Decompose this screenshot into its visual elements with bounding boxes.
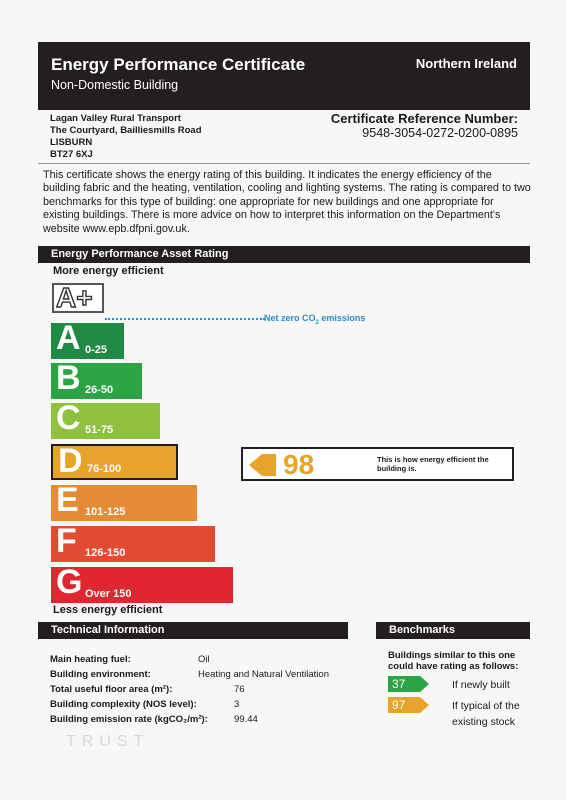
band-letter: E xyxy=(56,481,79,519)
certificate-subtitle: Non-Domestic Building xyxy=(51,78,179,92)
benchmark-label: If typical of the existing stock xyxy=(452,700,520,728)
benchmark-label: If newly built xyxy=(452,679,510,691)
band-range: 0-25 xyxy=(85,344,108,356)
rating-arrow-tail xyxy=(262,454,276,476)
band-letter: C xyxy=(56,399,81,437)
technical-label: Main heating fuel: xyxy=(50,654,131,665)
band-d xyxy=(51,444,178,480)
band-e xyxy=(51,481,197,521)
divider xyxy=(38,163,530,164)
band-g xyxy=(51,563,233,603)
band-f xyxy=(51,522,215,562)
band-letter: F xyxy=(56,522,77,560)
current-rating-box xyxy=(241,447,514,481)
technical-value: 99.44 xyxy=(234,714,258,725)
watermark-text: TRUST xyxy=(66,733,150,750)
building-address xyxy=(50,113,202,161)
more-efficient-label: More energy efficient xyxy=(53,265,164,277)
certificate-title: Energy Performance Certificate xyxy=(51,55,306,74)
technical-label: Building complexity (NOS level): xyxy=(50,699,197,710)
band-range: 126-150 xyxy=(85,547,126,559)
benchmarks-intro: Buildings similar to this one could have rating as follows: xyxy=(388,650,519,672)
band-letter: A xyxy=(56,319,81,357)
band-range: 76-100 xyxy=(87,463,122,475)
less-efficient-label: Less energy efficient xyxy=(53,604,163,616)
address-line-1: Lagan Valley Rural Transport xyxy=(50,113,181,124)
rating-arrow-icon xyxy=(249,454,262,476)
technical-section-header: Technical Information xyxy=(38,622,348,639)
certificate-reference-label: Certificate Reference Number: xyxy=(330,111,518,126)
region-label: Northern Ireland xyxy=(415,56,517,71)
certificate-header xyxy=(38,42,530,110)
aplus-label: A+ xyxy=(56,282,93,313)
technical-value: 76 xyxy=(234,684,245,695)
address-line-2: The Courtyard, Bailliesmills Road xyxy=(50,125,202,136)
technical-label: Building environment: xyxy=(50,669,151,680)
technical-value: Heating and Natural Ventilation xyxy=(198,669,329,680)
certificate-reference-number: 9548-3054-0272-0200-0895 xyxy=(362,126,518,140)
netzero-label: Net zero $CO_2$ emissions xyxy=(264,313,366,326)
technical-value: 3 xyxy=(234,699,240,710)
address-line-3: LISBURN xyxy=(50,137,93,148)
band-b xyxy=(51,359,142,399)
technical-label: Total useful floor area (m²): xyxy=(50,684,173,695)
band-range: 51-75 xyxy=(85,424,114,436)
benchmark-value: 37 xyxy=(392,677,406,691)
netzero-line xyxy=(105,318,265,320)
band-letter: B xyxy=(56,359,81,397)
band-range: Over 150 xyxy=(85,588,132,600)
band-letter: G xyxy=(56,563,83,601)
benchmark-arrow xyxy=(388,697,430,713)
band-range: 26-50 xyxy=(85,384,114,396)
band-letter: D xyxy=(58,442,83,480)
band-a xyxy=(51,319,124,359)
aplus-band xyxy=(52,283,104,313)
rating-note: This is how energy efficient the building is. xyxy=(377,455,489,473)
band-c xyxy=(51,399,160,439)
technical-value: Oil xyxy=(198,654,210,665)
intro-paragraph: This certificate shows the energy rating of this building. It indicates the energy efficiency of the building fabric and the heating, ventilation, cooling and lighting systems. The rating is compared to two benchmarks for this type of building: one appropriate for new buildings and one appropriate for existing buildings. There is more advice on how to interpret this information on the Department's website www.epb.dfpni.gov.uk. xyxy=(43,169,531,235)
benchmark-value: 97 xyxy=(392,698,406,712)
benchmark-arrow xyxy=(388,676,430,692)
address-line-4: BT27 6XJ xyxy=(50,149,93,160)
band-range: 101-125 xyxy=(85,506,126,518)
rating-section-header: Energy Performance Asset Rating xyxy=(38,246,530,263)
benchmarks-section-header: Benchmarks xyxy=(376,622,530,639)
technical-label: Building emission rate (kgCO₂/m²): xyxy=(50,714,208,725)
rating-value: 98 xyxy=(283,449,315,480)
